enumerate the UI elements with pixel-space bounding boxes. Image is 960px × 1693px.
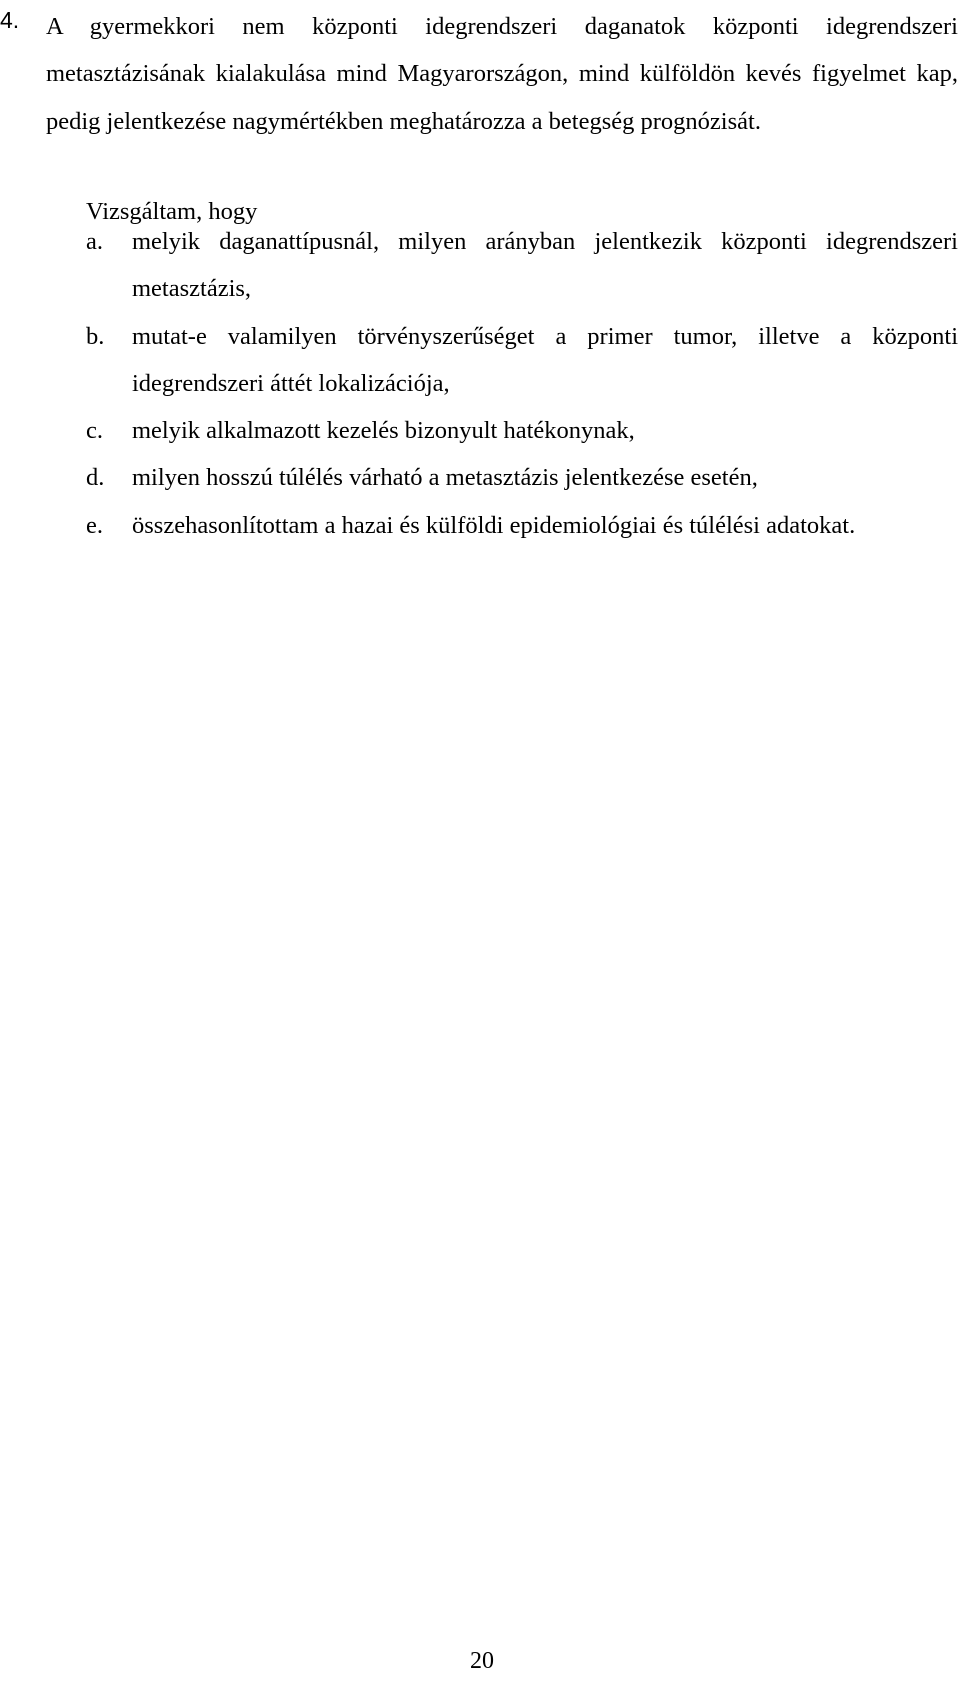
list-item-text: melyik alkalmazott kezelés bizonyult hatékonynak, [132, 417, 635, 444]
list-item-text: mutat-e valamilyen törvényszerűséget a primer tumor, illetve a központi idegrendszeri áttét lokalizációja, [132, 323, 958, 398]
page-number: 20 [470, 1648, 494, 1674]
list-item-marker: e. [86, 512, 103, 539]
section-text: A gyermekkori nem központi idegrendszeri daganatok központi idegrendszeri metasztázisának kialakulása mind Magyarországon, mind külföldön kevés figyelmet kap, pedig jelentkezése nagymértékben meghatározza a betegség prognózisát. [46, 13, 958, 135]
list-item-text: milyen hosszú túlélés várható a metasztázis jelentkezése esetén, [132, 464, 758, 491]
list-item-marker: a. [86, 228, 103, 255]
list-item-marker: d. [86, 464, 105, 491]
intro-text: Vizsgáltam, hogy [86, 198, 258, 225]
list-item-marker: c. [86, 417, 103, 444]
list-item-marker: b. [86, 323, 105, 350]
list-item-text: összehasonlítottam a hazai és külföldi epidemiológiai és túlélési adatokat. [132, 512, 856, 539]
list-item-text: melyik daganattípusnál, milyen arányban jelentkezik központi idegrendszeri metasztázis, [132, 228, 958, 303]
section-number: 4. [0, 7, 20, 33]
